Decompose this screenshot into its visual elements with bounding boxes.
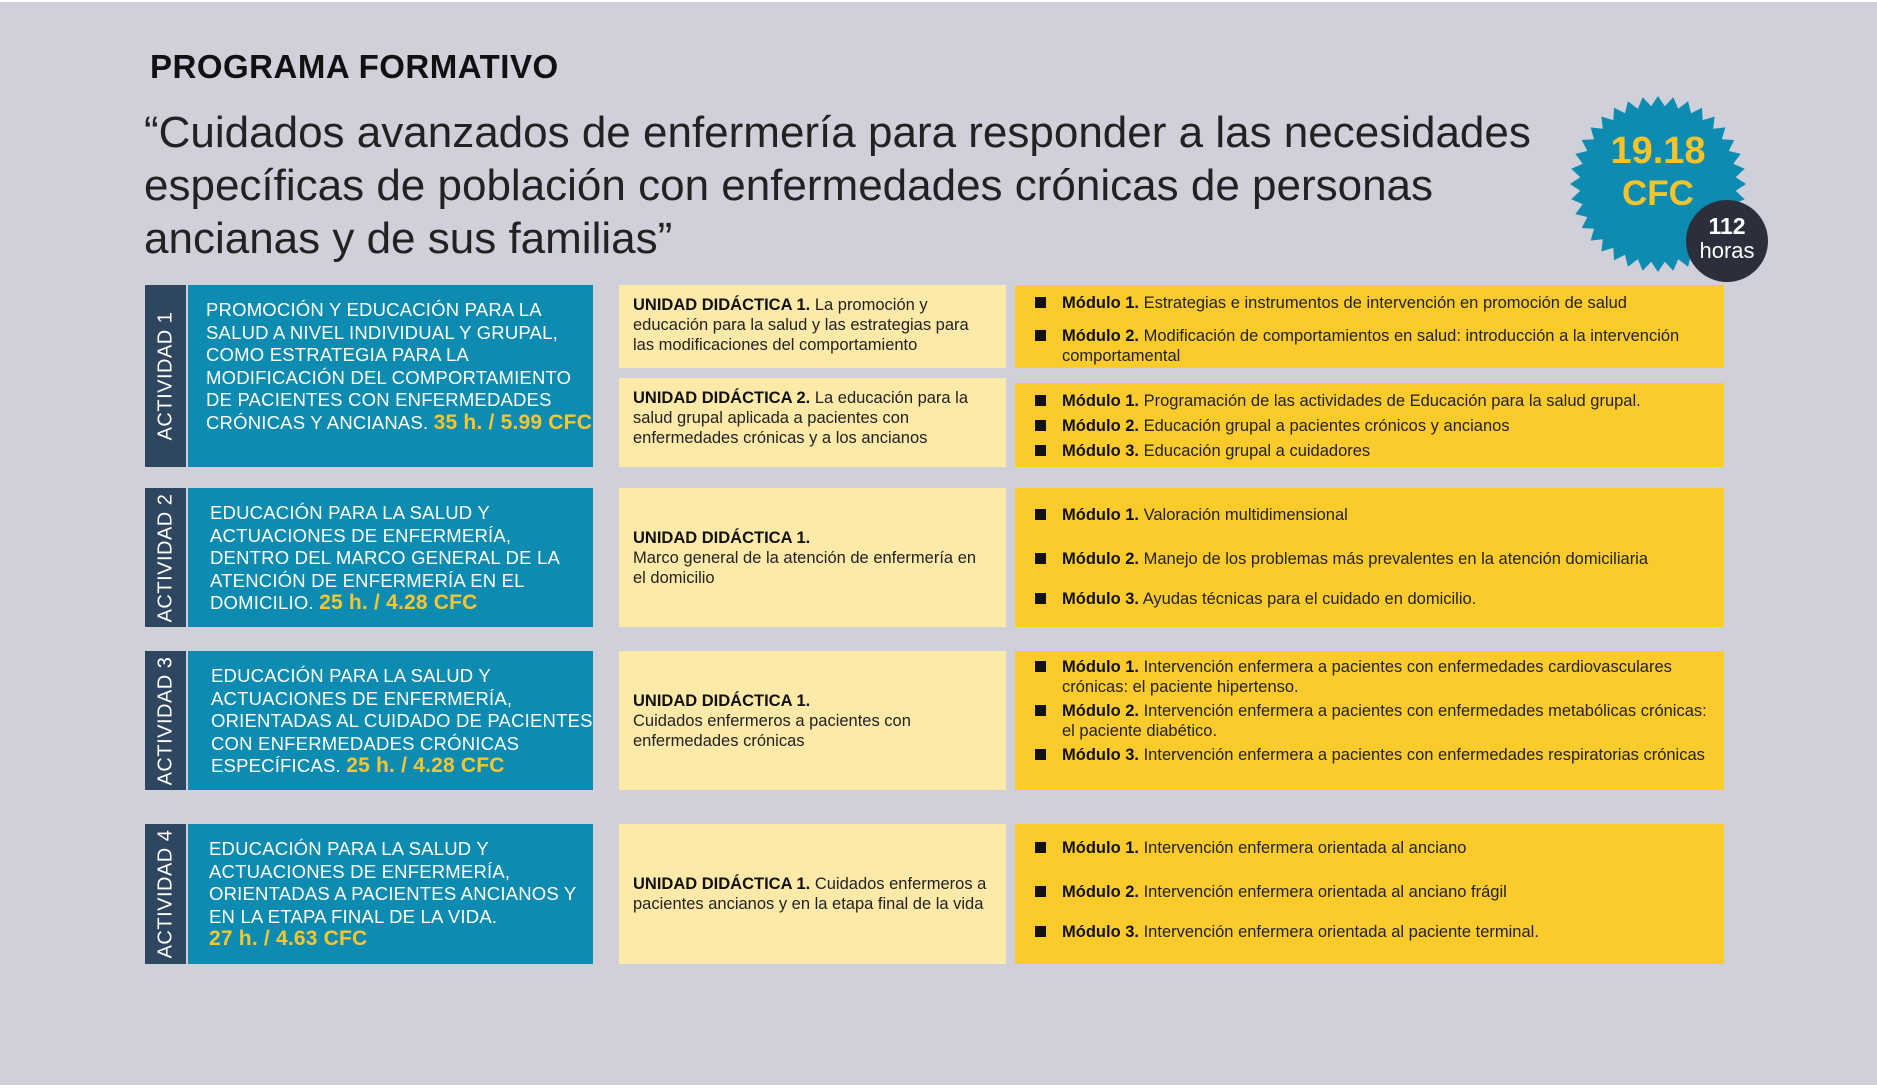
module-item: Módulo 2. Educación grupal a pacientes crónicos y ancianos [1035,416,1714,436]
activity-row-2 [0,488,1877,627]
module-item: Módulo 1. Programación de las actividades de Educación para la salud grupal. [1035,391,1714,411]
unit-label: UNIDAD DIDÁCTICA 2. [633,389,811,407]
activity-row-4 [0,824,1877,964]
activity-text: EDUCACIÓN PARA LA SALUD Y ACTUACIONES DE ENFERMERÍA, ORIENTADAS A PACIENTES ANCIANOS Y EN LA ETAPA FINAL DE LA VIDA. [209,838,577,927]
module-item: Módulo 1. Intervención enfermera a pacientes con enfermedades cardiovasculares crónicas: el paciente hipertenso. [1035,657,1714,697]
module-item: Módulo 1. Estrategias e instrumentos de intervención en promoción de salud [1035,293,1714,313]
bullet-square-icon [1035,445,1046,456]
module-item: Módulo 1. Valoración multidimensional [1035,505,1714,525]
unit-text: Cuidados enfermeros a pacientes ancianos y en la etapa final de la vida [633,875,987,913]
modules-box [1015,383,1724,467]
module-item: Módulo 2. Modificación de comportamientos en salud: introducción a la intervención comportamental [1035,326,1714,366]
bullet-square-icon [1035,749,1046,760]
unit-label: UNIDAD DIDÁCTICA 1. [633,296,811,314]
activity-tab: ACTIVIDAD 4 [145,824,186,964]
unit-text: Cuidados enfermeros a pacientes con enfermedades crónicas [633,711,911,750]
bullet-square-icon [1035,886,1046,897]
module-item: Módulo 2. Manejo de los problemas más prevalentes en la atención domiciliaria [1035,549,1714,569]
module-item: Módulo 3. Educación grupal a cuidadores [1035,441,1714,461]
didactic-unit [619,285,1006,368]
unit-text: Marco general de la atención de enfermería en el domicilio [633,548,977,587]
activity-row-3 [0,651,1877,790]
activity-tab: ACTIVIDAD 1 [145,285,186,467]
activity-hours: 25 h. / 4.28 CFC [319,591,478,614]
bullet-square-icon [1035,330,1046,341]
bullet-square-icon [1035,593,1046,604]
unit-label: UNIDAD DIDÁCTICA 1. [633,875,811,893]
didactic-unit [619,378,1006,467]
module-item: Módulo 2. Intervención enfermera a pacientes con enfermedades metabólicas crónicas: el paciente diabético. [1035,701,1714,741]
unit-text: La promoción y educación para la salud y las estrategias para las modificaciones del comportamiento [633,296,969,354]
credits-value: 19.18 [1610,130,1706,172]
section-heading: PROGRAMA FORMATIVO [150,48,559,85]
activity-text: PROMOCIÓN Y EDUCACIÓN PARA LA SALUD A NIVEL INDIVIDUAL Y GRUPAL, COMO ESTRATEGIA PARA LA MODIFICACIÓN DEL COMPORTAMIENTO DE PACIENTES CON ENFERMEDADES CRÓNICAS Y ANCIANAS. [206,299,572,433]
activity-row-1 [0,285,1877,467]
bullet-square-icon [1035,297,1046,308]
activity-tab: ACTIVIDAD 2 [145,488,186,627]
module-item: Módulo 2. Intervención enfermera orientada al anciano frágil [1035,882,1714,902]
activity-description [188,651,593,790]
bullet-square-icon [1035,705,1046,716]
activity-text: EDUCACIÓN PARA LA SALUD Y ACTUACIONES DE ENFERMERÍA, DENTRO DEL MARCO GENERAL DE LA ATENCIÓN DE ENFERMERÍA EN EL DOMICILIO. [210,502,560,613]
activity-description [188,285,593,467]
hours-value: 112 [1708,213,1746,239]
bullet-square-icon [1035,420,1046,431]
bullet-square-icon [1035,553,1046,564]
activity-hours: 35 h. / 5.99 CFC [433,410,593,434]
activity-text: EDUCACIÓN PARA LA SALUD Y ACTUACIONES DE ENFERMERÍA, ORIENTADAS AL CUIDADO DE PACIENTES CON ENFERMEDADES CRÓNICAS ESPECÍFICAS. [211,665,593,776]
module-item: Módulo 3. Intervención enfermera orientada al paciente terminal. [1035,922,1714,942]
activity-tab: ACTIVIDAD 3 [145,651,186,790]
activity-hours: 25 h. / 4.28 CFC [346,754,505,777]
module-item: Módulo 3. Ayudas técnicas para el cuidado en domicilio. [1035,589,1714,609]
bullet-square-icon [1035,842,1046,853]
bullet-square-icon [1035,661,1046,672]
unit-text: La educación para la salud grupal aplicada a pacientes con enfermedades crónicas y a los ancianos [633,389,969,447]
didactic-unit [619,651,1006,790]
hours-label: horas [1699,238,1755,263]
didactic-unit [619,824,1006,964]
modules-box [1015,285,1724,368]
hours-badge [1686,200,1768,282]
modules-box [1015,824,1724,964]
unit-label: UNIDAD DIDÁCTICA 1. [633,691,811,710]
bullet-square-icon [1035,926,1046,937]
didactic-unit [619,488,1006,627]
infographic-canvas [0,2,1877,1085]
program-title: “Cuidados avanzados de enfermería para responder a las necesidades específicas de población con enfermedades crónicas de personas ancianas y de sus familias” [144,108,1531,263]
bullet-square-icon [1035,509,1046,520]
activity-description [188,824,593,964]
credits-unit: CFC [1622,174,1694,213]
module-item: Módulo 1. Intervención enfermera orientada al anciano [1035,838,1714,858]
activity-hours: 27 h. / 4.63 CFC [209,927,368,950]
modules-box [1015,651,1724,790]
activity-description [188,488,593,627]
module-item: Módulo 3. Intervención enfermera a pacientes con enfermedades respiratorias crónicas [1035,745,1714,765]
modules-box [1015,488,1724,627]
unit-label: UNIDAD DIDÁCTICA 1. [633,528,811,547]
bullet-square-icon [1035,395,1046,406]
